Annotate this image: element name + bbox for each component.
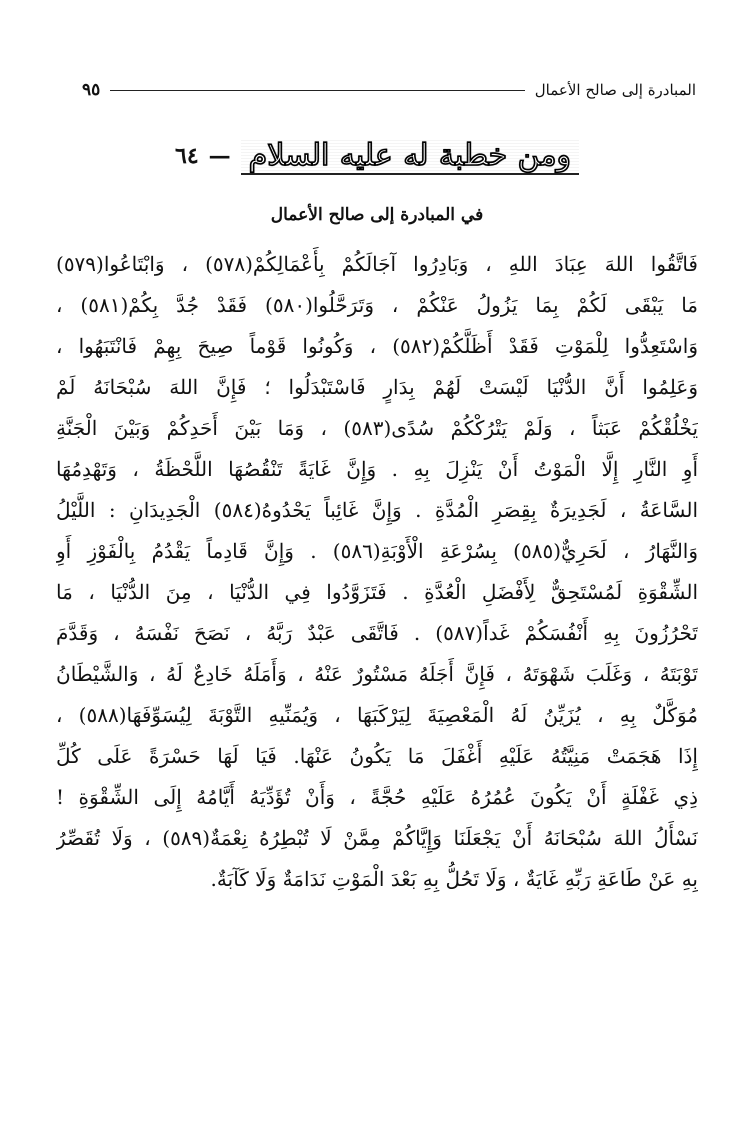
section-subtitle: في المبادرة إلى صالح الأعمال bbox=[270, 205, 484, 225]
body-line: تَحْرُزُونَ بِهِ أَنْفُسَكُمْ غَداً(٥٨٧) . فَاتَّقَى عَبْدٌ رَبَّهُ ، نَصَحَ نَفْسَهُ ، وَقَدَّمَ bbox=[56, 621, 698, 645]
body-line: وَالنَّهَارُ ، لَحَرِيٌّ(٥٨٥) بِسُرْعَةِ الْأَوْبَةِ(٥٨٦) . وَإِنَّ قَادِماً يَقْدُمُ بِالْفَوْزِ أَوِ bbox=[56, 539, 698, 563]
sermon-title: ومن خطبة له عليه السلام bbox=[241, 138, 579, 175]
body-line: تَوْبَتَهُ ، وَغَلَبَ شَهْوَتَهُ ، فَإِنَّ أَجَلَهُ مَسْتُورٌ عَنْهُ ، وَأَمَلَهُ خَادِعٌ لَهُ ، وَالشَّيْطَانُ bbox=[56, 662, 698, 686]
running-title: المبادرة إلى صالح الأعمال bbox=[534, 81, 696, 99]
body-line: نَسْأَلُ اللهَ سُبْحَانَهُ أَنْ يَجْعَلَنَا وَإِيَّاكُمْ مِمَّنْ لَا تُبْطِرُهُ نِعْمَةٌ(٥٨٩) ، وَلَا تُقَصِّرُ bbox=[56, 826, 698, 850]
body-line: الشِّقْوَةِ لَمُسْتَحِقٌّ لِأَفْضَلِ الْعُدَّةِ . فَتَزَوَّدُوا فِي الدُّنْيَا ، مِنَ الدُّنْيَا ، مَا bbox=[56, 580, 698, 604]
body-line: مُوَكَّلٌ بِهِ ، يُزَيِّنُ لَهُ الْمَعْصِيَةَ لِيَرْكَبَهَا ، وَيُمَنِّيهِ التَّوْبَةَ لِيُسَوِّفَهَا(٥٨٨) ، bbox=[56, 703, 698, 727]
body-line: وَعَلِمُوا أَنَّ الدُّنْيَا لَيْسَتْ لَهُمْ بِدَارٍ فَاسْتَبْدَلُوا ؛ فَإِنَّ اللهَ سُبْحَانَهُ لَمْ bbox=[56, 375, 698, 399]
sermon-dash: — bbox=[208, 143, 231, 169]
header-rule bbox=[110, 90, 525, 91]
body-line: فَاتَّقُوا اللهَ عِبَادَ اللهِ ، وَبَادِرُوا آجَالَكُمْ بِأَعْمَالِكُمْ(٥٧٨) ، وَابْتَاعُوا(٥٧٩) bbox=[56, 252, 698, 276]
body-line: يَخْلُقْكُمْ عَبَثاً ، وَلَمْ يَتْرُكْكُمْ سُدًى(٥٨٣) ، وَمَا بَيْنَ أَحَدِكُمْ وَبَيْنَ الْجَنَّةِ bbox=[56, 416, 698, 440]
running-header bbox=[82, 78, 696, 102]
body-line: أَوِ النَّارِ إِلَّا الْمَوْتُ أَنْ يَنْزِلَ بِهِ . وَإِنَّ غَايَةً تَنْقُصُهَا اللَّحْظَةُ ، وَتَهْدِمُهَا bbox=[56, 457, 698, 481]
body-text bbox=[56, 244, 698, 900]
body-line: مَا يَبْقَى لَكُمْ بِمَا يَزُولُ عَنْكُمْ ، وَتَرَحَّلُوا(٥٨٠) فَقَدْ جُدَّ بِكُمْ(٥٨١) ، bbox=[56, 293, 698, 317]
body-line: بِهِ عَنْ طَاعَةِ رَبِّهِ غَايَةٌ ، وَلَا تَحُلُّ بِهِ بَعْدَ الْمَوْتِ نَدَامَةٌ وَلَا كَآبَةٌ. bbox=[210, 867, 698, 891]
sermon-number: ٦٤ bbox=[175, 143, 199, 169]
body-line: وَاسْتَعِدُّوا لِلْمَوْتِ فَقَدْ أَظَلَّكُمْ(٥٨٢) ، وَكُونُوا قَوْماً صِيحَ بِهِمْ فَانْتَبَهُوا ، bbox=[56, 334, 698, 358]
body-line: إِذَا هَجَمَتْ مَنِيَّتُهُ عَلَيْهِ أَغْفَلَ مَا يَكُونُ عَنْهَا. فَيَا لَهَا حَسْرَةً عَلَى كُلِّ bbox=[56, 744, 698, 768]
body-line: ذِي غَفْلَةٍ أَنْ يَكُونَ عُمُرُهُ عَلَيْهِ حُجَّةً ، وَأَنْ تُؤَدِّيَهُ أَيَّامُهُ إِلَى الشِّقْوَةِ ! bbox=[56, 785, 698, 809]
page-number: ٩٥ bbox=[82, 80, 101, 100]
sermon-heading bbox=[150, 128, 604, 184]
body-line: السَّاعَةُ ، لَجَدِيرَةٌ بِقِصَرِ الْمُدَّةِ . وَإِنَّ غَائِباً يَحْدُوهُ(٥٨٤) الْجَدِيدَانِ : اللَّيْلُ bbox=[56, 498, 698, 522]
